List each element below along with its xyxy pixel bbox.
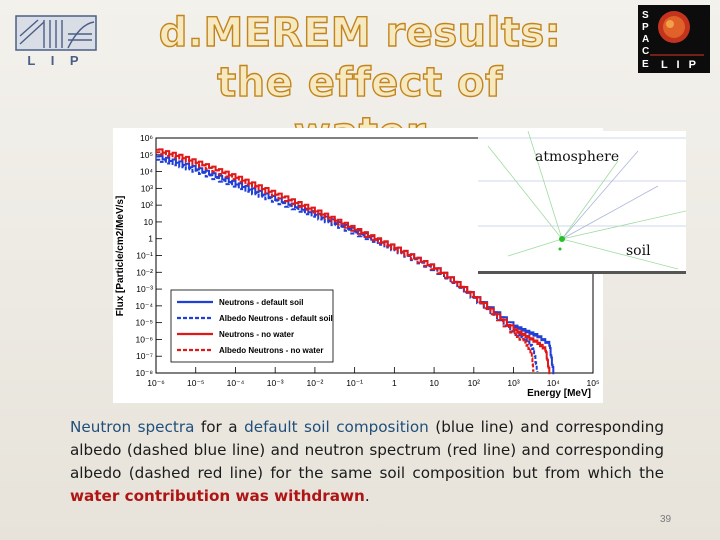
x-tick-label: 10⁵ [586, 378, 600, 388]
slide-caption [70, 416, 664, 508]
y-axis-label: Flux [Particle/cm2/MeV/s] [115, 195, 126, 317]
y-tick-label: 1 [148, 233, 153, 244]
x-tick-label: 10⁻⁵ [186, 378, 205, 388]
y-tick-label: 10⁻³ [136, 284, 153, 295]
x-axis-label: Energy [MeV] [527, 388, 591, 399]
y-tick-label: 10² [140, 200, 153, 211]
x-tick-label: 10⁴ [546, 378, 560, 388]
legend-label: Albedo Neutrons - no water [219, 346, 324, 355]
x-tick-label: 10⁻⁶ [147, 378, 165, 388]
caption-period: . [364, 487, 370, 505]
y-tick-label: 10⁴ [139, 166, 153, 177]
x-tick-label: 1 [391, 378, 397, 388]
soil-boundary [478, 271, 686, 274]
caption-text-2: (blue line) and corresponding albedo (dashed blue line) and neutron spectrum (red line) and corresponding albedo (dashed red line) for the same soil composition but from which the [70, 418, 664, 482]
y-tick-label: 10⁻¹ [136, 250, 153, 261]
title-line-1: d.MEREM results: [158, 10, 562, 56]
legend-label: Neutrons - default soil [219, 298, 304, 307]
space-logo-lip-text: L I P [660, 59, 700, 71]
y-tick-label: 10⁻⁸ [135, 368, 153, 378]
y-tick-label: 10³ [140, 183, 153, 194]
space-letter-p: P [642, 22, 649, 33]
y-tick-label: 10 [143, 216, 153, 227]
caption-text-1: for a [194, 418, 245, 436]
x-tick-label: 10⁻¹ [346, 378, 364, 388]
lip-logo-text: L I P [27, 53, 85, 68]
space-lip-logo [638, 5, 710, 73]
caption-default-soil: default soil composition [244, 418, 429, 436]
title-line-2: the effect of [217, 60, 503, 106]
atmosphere-label: atmosphere [535, 149, 620, 165]
y-tick-label: 10⁻⁵ [135, 317, 153, 328]
x-tick-label: 10⁻³ [266, 378, 284, 388]
legend [171, 290, 333, 362]
space-letter-e: E [642, 59, 649, 70]
y-tick-label: 10⁻² [136, 267, 153, 278]
legend-label: Neutrons - no water [219, 330, 295, 339]
legend-label: Albedo Neutrons - default soil [219, 314, 333, 323]
x-tick-label: 10² [467, 378, 480, 388]
caption-neutron-spectra: Neutron spectra [70, 418, 195, 436]
y-tick-label: 10⁶ [140, 133, 153, 143]
soil-label: soil [626, 243, 651, 259]
x-tick-label: 10⁻⁴ [226, 378, 245, 388]
space-letter-c: C [642, 46, 650, 57]
y-tick-label: 10⁻⁶ [135, 334, 153, 345]
y-tick-label: 10⁻⁴ [135, 300, 153, 311]
lip-logo [14, 14, 98, 68]
y-tick-label: 10⁻⁷ [135, 351, 153, 362]
geometry-inset [478, 131, 686, 274]
x-tick-label: 10⁻² [306, 378, 324, 388]
page-number: 39 [660, 514, 672, 525]
caption-water-withdrawn: water contribution was withdrawn [70, 487, 365, 505]
space-logo-graphic [638, 5, 710, 73]
x-tick-label: 10 [429, 378, 439, 388]
y-tick-label: 10⁵ [140, 149, 153, 160]
space-letter-s: S [642, 10, 649, 21]
x-tick-label: 10³ [507, 378, 520, 388]
space-letter-a: A [642, 34, 650, 45]
